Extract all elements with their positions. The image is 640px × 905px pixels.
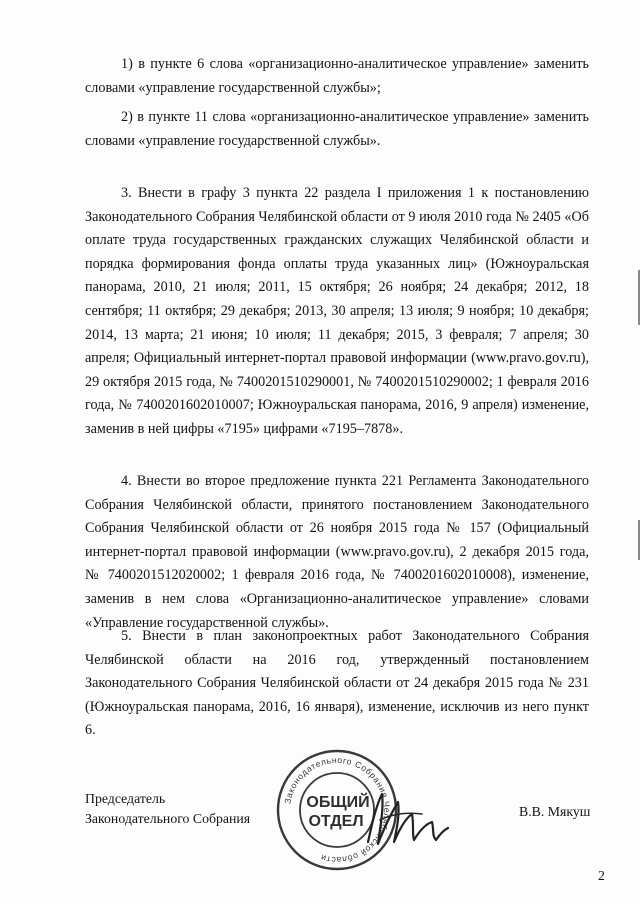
paragraph-3-text: 3. Внести в графу 3 пункта 22 раздела I приложения 1 к постановлению Законодательного Собрания Челябинской области от 9 июля 2010 года № 2405 «Об оплате труда государственных гражданских служащих Челябинской области и порядка формирования фонда оплаты труда указанных лиц» (Южноуральская панорама, 2010, 21 июля; 2011, 15 октября; 26 ноября; 24 декабря; 2012, 18 сентября; 11 октября; 29 декабря; 2013, 30 апреля; 13 июля; 9 ноября; 10 декабря; 2014, 13 марта; 21 июня; 10 июля; 11 декабря; 2015, 3 февраля; 7 апреля; 30 апреля; Официальный интернет-портал правовой информации (www.pravo.gov.ru), 29 октября 2015 года, № 7400201510290001, № 7400201510290002; 1 февраля 2016 года, № 7400201602010007; Южноуральская панорама, 2016, 9 апреля) изменение, заменив в ней цифры «7195» цифрами «7195–7878». <box>85 185 589 437</box>
subitem-1-text: 1) в пункте 6 слова «организационно-аналитическое управление» заменить словами «управление государственной службы»; <box>85 56 589 96</box>
paragraph-5-text: 5. Внести в план законопроектных работ Законодательного Собрания Челябинской области на 2016 год, утвержденный постановлением Законодательного Собрания Челябинской области от 24 декабря 2015 года № 231 (Южноуральская панорама, 2016, 16 января), изменение, исключив из него пункт 6. <box>85 628 589 739</box>
paragraph-3 <box>85 182 589 442</box>
stamp-line1: ОБЩИЙ <box>306 794 370 811</box>
subitem-1 <box>85 53 589 100</box>
signer-title-line2: Законодательного Собрания <box>85 811 251 826</box>
signer-name: В.В. Мякуш <box>519 804 591 819</box>
signer-title-line1: Председатель <box>85 791 166 806</box>
handwritten-signature <box>362 784 452 856</box>
paragraph-4-text: 4. Внести во второе предложение пункта 221 Регламента Законодательного Собрания Челябинской области, принятого постановлением Законодательного Собрания Челябинской области от 26 ноября 2015 года № 157 (Официальный интернет-портал правовой информации (www.pravo.gov.ru), 2 декабря 2015 года, № 7400201512020002; 1 февраля 2016 года, № 7400201602010008), изменение, заменив в нем слова «Организационно-аналитическое управление» словами «Управление государственной службы». <box>85 473 589 631</box>
signer-title <box>85 789 250 829</box>
stamp-line2: ОТДЕЛ <box>308 813 364 830</box>
subitem-2-text: 2) в пункте 11 слова «организационно-аналитическое управление» заменить словами «управление государственной службы». <box>85 109 589 149</box>
page-number: 2 <box>598 868 605 883</box>
subitem-2 <box>85 106 589 153</box>
paragraph-5 <box>85 625 589 743</box>
paragraph-4 <box>85 470 589 635</box>
stamp-ring-text: Законодательного Собрания Челябинской области <box>282 754 393 866</box>
